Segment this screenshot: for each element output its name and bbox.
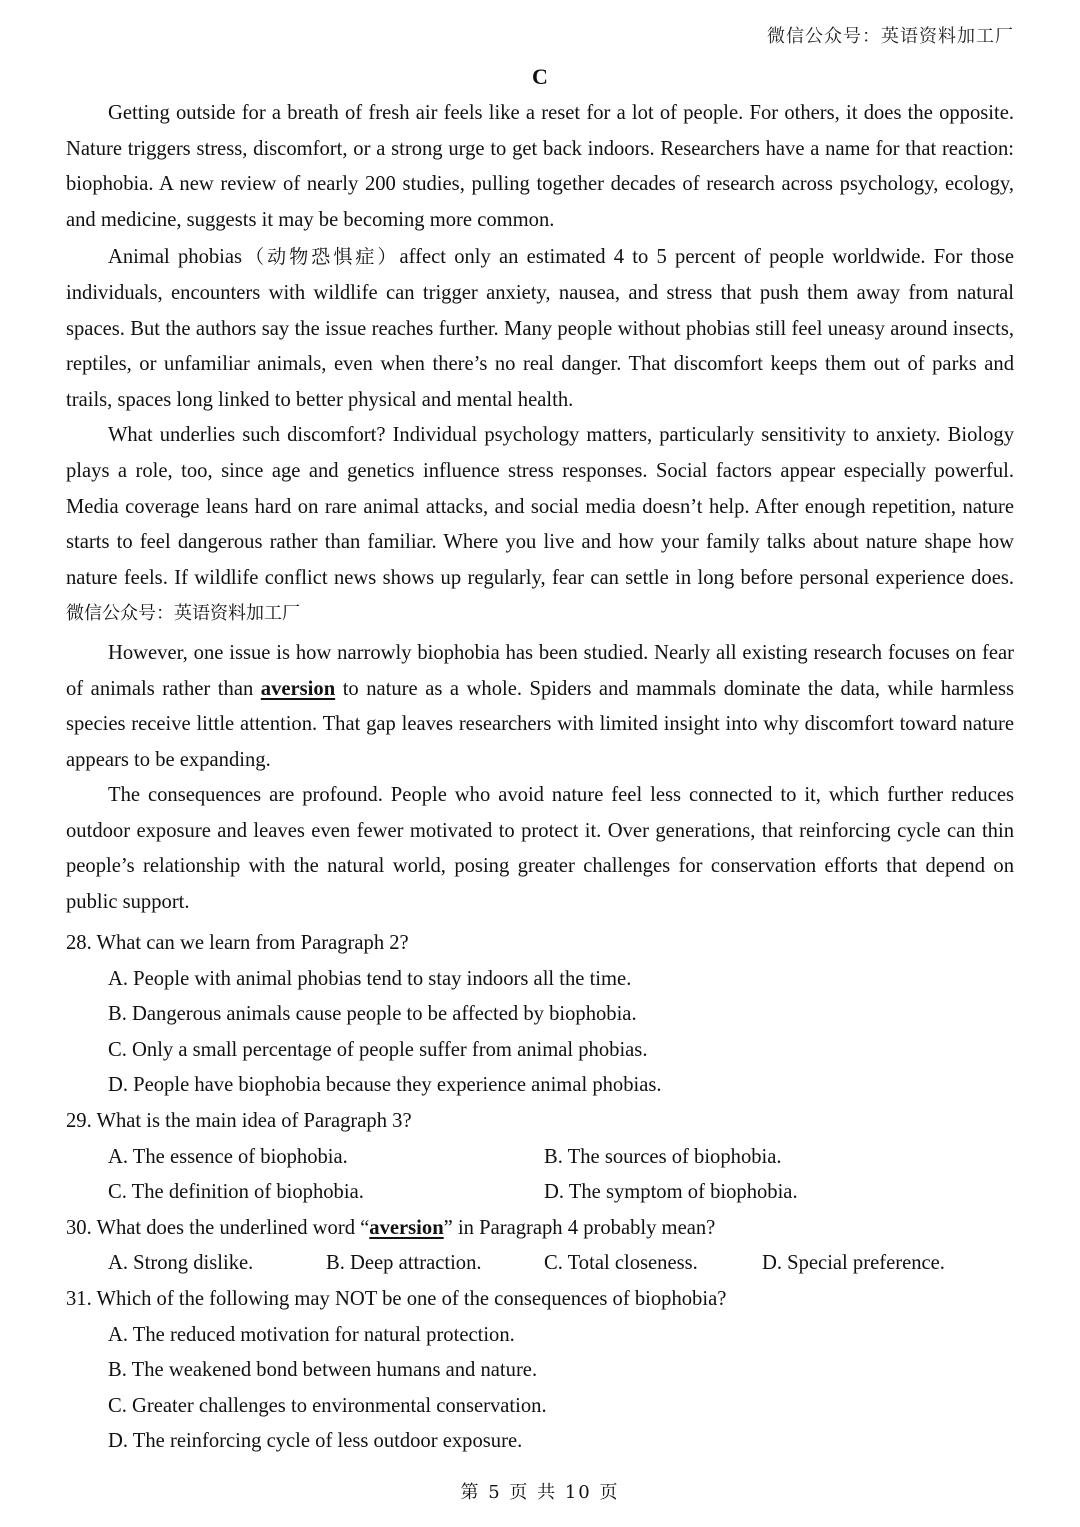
paragraph-3 bbox=[66, 418, 1014, 632]
question-31-option-a: A. The reduced motivation for natural protection. bbox=[108, 1323, 515, 1346]
question-30-underlined-word: aversion bbox=[369, 1216, 444, 1239]
paragraph-4-lead: However, one issue is how narrowly biophobia has been studied. Nearly all existing research focuses on fear of animals rather than bbox=[66, 641, 1014, 700]
question-29-option-b: B. The sources of biophobia. bbox=[544, 1145, 782, 1168]
section-label: C bbox=[532, 64, 548, 89]
page-number: 第 5 页 共 10 页 bbox=[460, 1482, 620, 1503]
paragraph-2 bbox=[66, 240, 1014, 418]
question-29-option-c: C. The definition of biophobia. bbox=[108, 1181, 364, 1204]
reading-passage bbox=[66, 96, 1014, 921]
header-watermark: 微信公众号：英语资料加工厂 bbox=[767, 26, 1014, 47]
inline-watermark: 微信公众号：英语资料加工厂 bbox=[66, 603, 300, 625]
question-31-option-d: D. The reinforcing cycle of less outdoor exposure. bbox=[108, 1430, 523, 1453]
question-list bbox=[66, 926, 1014, 1460]
question-31-option-b: B. The weakened bond between humans and nature. bbox=[108, 1359, 538, 1382]
question-29-stem: 29. What is the main idea of Paragraph 3? bbox=[66, 1109, 412, 1132]
question-30-option-c: C. Total closeness. bbox=[544, 1252, 698, 1275]
question-29-options-row-1 bbox=[108, 1140, 1014, 1176]
question-30-option-d: D. Special preference. bbox=[762, 1252, 945, 1275]
question-29-option-a: A. The essence of biophobia. bbox=[108, 1145, 348, 1168]
underlined-word: aversion bbox=[260, 677, 336, 700]
question-29-option-d: D. The symptom of biophobia. bbox=[544, 1181, 798, 1204]
question-28-option-d: D. People have biophobia because they experience animal phobias. bbox=[108, 1074, 662, 1097]
question-29-options-row-2 bbox=[108, 1175, 1014, 1211]
question-31-stem: 31. Which of the following may NOT be one of the consequences of biophobia? bbox=[66, 1287, 727, 1310]
paragraph-1: Getting outside for a breath of fresh air feels like a reset for a lot of people. For others, it does the opposite. Nature triggers stress, discomfort, or a strong urge to get back indoors. Researchers have a name for that reaction: biophobia. A new review of nearly 200 studies, pulling together decades of research across psychology, ecology, and medicine, suggests it may be becoming more common. bbox=[66, 102, 1014, 231]
paragraph-4-body: to nature as a whole. Spiders and mammals dominate the data, while harmless species receive little attention. That gap leaves researchers with limited insight into why discomfort toward nature appears to be expanding. bbox=[66, 677, 1014, 771]
question-28-option-b: B. Dangerous animals cause people to be affected by biophobia. bbox=[108, 1003, 637, 1026]
question-30-stem bbox=[66, 1211, 1014, 1247]
question-28-option-c: C. Only a small percentage of people suffer from animal phobias. bbox=[108, 1038, 648, 1061]
question-30-option-a: A. Strong dislike. bbox=[108, 1252, 254, 1275]
question-30-option-b: B. Deep attraction. bbox=[326, 1252, 482, 1275]
paragraph-2-lead: Animal phobias bbox=[108, 246, 243, 269]
paragraph-2-chinese-gloss: （动物恐惧症） bbox=[242, 246, 400, 269]
paragraph-5: The consequences are profound. People who avoid nature feel less connected to it, which further reduces outdoor exposure and leaves even fewer motivated to protect it. Over generations, that reinforcing cycle can thin people’s relationship with the natural world, posing greater challenges for conservation efforts that depend on public support. bbox=[66, 784, 1014, 914]
paragraph-4 bbox=[66, 636, 1014, 778]
question-30-options-row bbox=[108, 1246, 1014, 1282]
question-31-option-c: C. Greater challenges to environmental conservation. bbox=[108, 1394, 547, 1417]
question-28-stem: 28. What can we learn from Paragraph 2? bbox=[66, 932, 409, 954]
paragraph-3-body: What underlies such discomfort? Individual psychology matters, particularly sensitivity to anxiety. Biology plays a role, too, since age and genetics influence stress responses. Social factors appear especially powerful. Media coverage leans hard on rare animal attacks, and social media doesn’t help. After enough repetition, nature starts to feel dangerous rather than familiar. Where you live and how your family talks about nature shape how nature feels. If wildlife conflict news shows up regularly, fear can settle in long before personal experience does. bbox=[66, 424, 1014, 589]
question-30-stem-tail: ” in Paragraph 4 probably mean? bbox=[443, 1216, 716, 1239]
question-28-option-a: A. People with animal phobias tend to stay indoors all the time. bbox=[108, 967, 632, 990]
question-30-stem-lead: 30. What does the underlined word “ bbox=[66, 1216, 370, 1239]
paragraph-2-body: affect only an estimated 4 to 5 percent of people worldwide. For those individuals, encounters with wildlife can trigger anxiety, nausea, and stress that push them away from natural spaces. But the authors say the issue reaches further. Many people without phobias still feel uneasy around insects, reptiles, or unfamiliar animals, even when there’s no real danger. That discomfort keeps them out of parks and trails, spaces long linked to better physical and mental health. bbox=[66, 246, 1014, 411]
